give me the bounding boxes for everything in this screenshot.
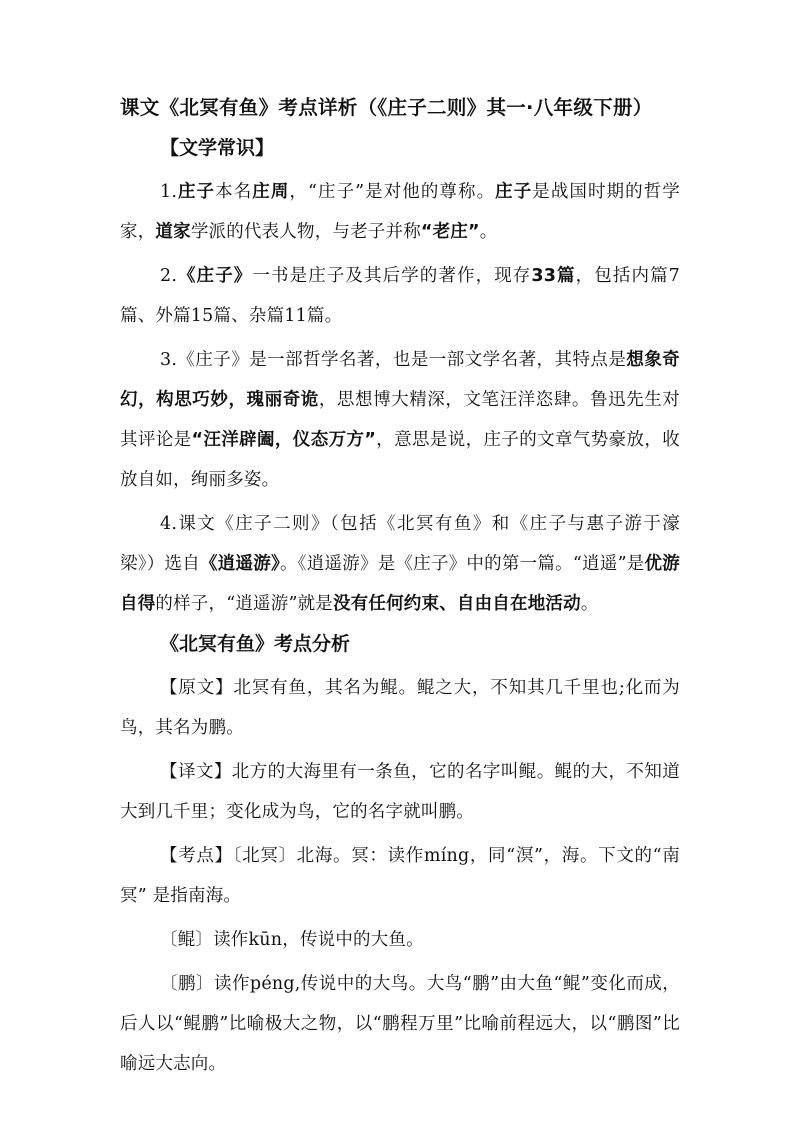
original-text-paragraph (120, 664, 680, 748)
paragraph-4 (120, 500, 680, 624)
p4-bold-1: 《逍遥游》 (199, 554, 280, 574)
p1-text-1: 1. (160, 182, 178, 202)
p4-text-1: 4.课文《庄子二则》（包括《北冥有鱼》和《庄子与惠子游于濠梁》）选自 (120, 514, 680, 574)
p3-text-3: ，意思是说，庄子的文章气势豪放，收放自如，绚丽多姿。 (120, 430, 681, 490)
analysis-heading: 《北冥有鱼》考点分析 (160, 633, 351, 655)
p3-text-1: 3.《庄子》是一部哲学名著，也是一部文学名著，其特点是 (160, 350, 627, 370)
document-title: 课文《北冥有鱼》考点详析（《庄子二则》其一·八年级下册） (120, 96, 653, 119)
p2-text-3: ，包括内篇7篇、外篇15篇、杂篇11篇。 (120, 266, 681, 326)
p4-bold-3: 没有任何约束、自由自在地活动 (333, 594, 581, 614)
paragraph-1 (120, 168, 680, 252)
p1-bold-1: 庄子 (177, 182, 216, 202)
p4-text-3: 的样子，“逍遥游”就是 (155, 594, 333, 614)
exam-point-kun: 〔鲲〕读作kūn，传说中的大鱼。 (160, 930, 424, 950)
document-page (120, 88, 680, 1084)
p1-bold-5: “老庄” (420, 222, 480, 242)
literary-knowledge-heading: 【文学常识】 (160, 137, 275, 159)
p3-text-2: ，思想博大精深，文笔汪洋恣肆。鲁迅先生对其评论是 (120, 390, 680, 450)
exam-point-beiming: 〔北冥〕北海。冥：读作míng，同“溟”，海。下文的“南冥” 是指南海。 (120, 846, 680, 906)
p1-text-3: ，“庄子”是对他的尊称。 (289, 182, 496, 202)
translation-label: 【译文】 (160, 762, 232, 782)
p2-bold-1: 《庄子》 (177, 266, 253, 286)
p1-bold-3: 庄子 (495, 182, 533, 202)
exam-points-label: 【考点】 (160, 846, 233, 866)
p3-bold-2: “汪洋辟阖，仪态万方” (191, 430, 377, 450)
p1-text-5: 学派的代表人物，与老子并称 (190, 222, 421, 242)
p1-text-2: 本名 (215, 182, 253, 202)
translation-text: 北方的大海里有一条鱼，它的名字叫鲲。鲲的大，不知道大到几千里；变化成为鸟，它的名字就叫鹏。 (120, 762, 680, 822)
p4-text-2: 。《逍遥游》是《庄子》中的第一篇。“逍遥”是 (279, 554, 645, 574)
p2-text-2: 一书是庄子及其后学的著作，现存 (252, 266, 532, 286)
paragraph-3 (120, 336, 680, 500)
exam-points-paragraph (120, 832, 680, 916)
p1-bold-4: 道家 (155, 222, 191, 242)
p4-bold-2: 优游自得 (120, 554, 680, 614)
translation-paragraph (120, 748, 680, 832)
p1-text-4: 是战国时期的哲学家， (120, 182, 680, 242)
p1-text-6: 。 (479, 222, 498, 242)
p4-text-4: 。 (580, 594, 599, 614)
paragraph-2 (120, 252, 680, 336)
original-text: 北冥有鱼，其名为鲲。鲲之大，不知其几千里也;化而为鸟，其名为鹏。 (120, 678, 680, 738)
p2-bold-2: 33篇 (531, 266, 576, 286)
p2-text-1: 2. (160, 266, 178, 286)
exam-point-peng: 〔鹏〕读作péng,传说中的大鸟。大鸟“鹏”由大鱼“鲲”变化而成，后人以“鲲鹏”比喻极大之物，以“鹏程万里”比喻前程远大，以“鹏图”比喻远大志向。 (120, 974, 680, 1074)
p3-bold-1: 想象奇幻，构思巧妙，瑰丽奇诡 (120, 350, 680, 410)
p1-bold-2: 庄周 (252, 182, 290, 202)
original-label: 【原文】 (160, 678, 234, 698)
